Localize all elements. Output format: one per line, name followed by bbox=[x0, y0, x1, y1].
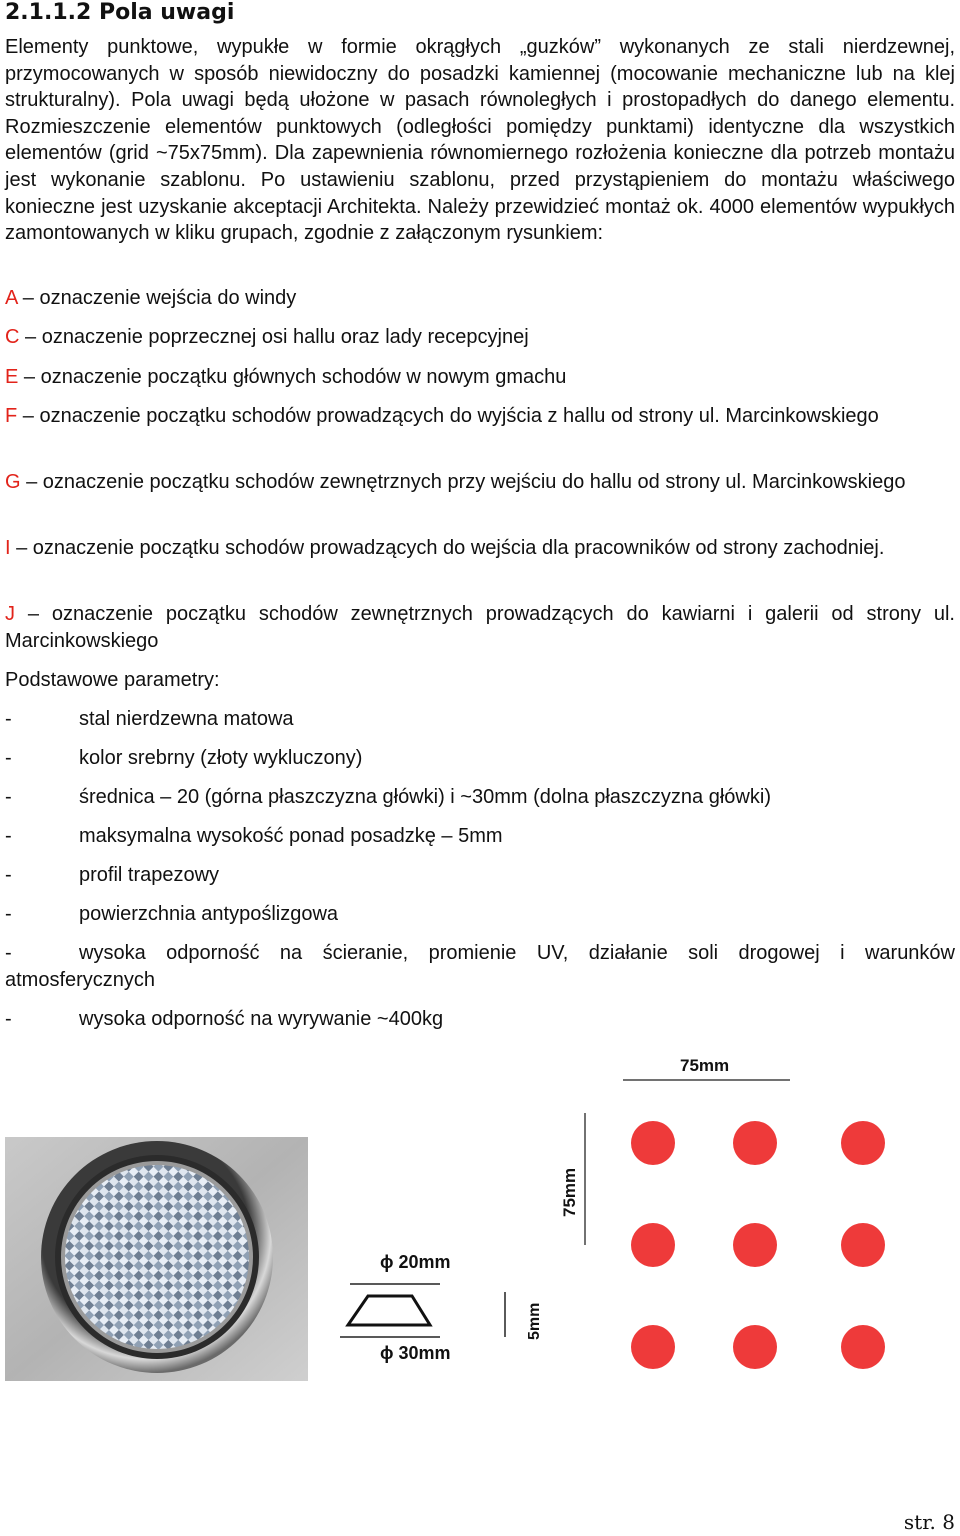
legend-item bbox=[5, 469, 955, 496]
param-item bbox=[5, 823, 955, 850]
section-heading: 2.1.1.2 Pola uwagi bbox=[5, 0, 235, 25]
page-number: str. 8 bbox=[903, 1510, 955, 1534]
param-dash: - bbox=[5, 708, 12, 730]
legend-item bbox=[5, 535, 955, 562]
height-label: 5mm bbox=[526, 1302, 543, 1340]
bottom-diameter-label: ϕ 30mm bbox=[380, 1343, 451, 1363]
legend-letter: A bbox=[5, 287, 18, 309]
param-text: profil trapezowy bbox=[79, 864, 220, 886]
param-dash: - bbox=[5, 942, 12, 964]
grid-dots bbox=[631, 1121, 885, 1369]
params-title: Podstawowe parametry: bbox=[5, 669, 220, 691]
legend-item bbox=[5, 285, 955, 312]
legend-text: – oznaczenie początku schodów zewnętrznych prowadzących do kawiarni i galerii od strony ul. Marcinkowskiego bbox=[5, 603, 955, 652]
legend-text: – oznaczenie poprzecznej osi hallu oraz lady recepcyjnej bbox=[19, 326, 529, 348]
grid-dot bbox=[841, 1325, 885, 1369]
grid-dot bbox=[841, 1121, 885, 1165]
legend-letter: F bbox=[5, 405, 18, 427]
grid-dot bbox=[841, 1223, 885, 1267]
grid-dot bbox=[631, 1325, 675, 1369]
legend-item bbox=[5, 601, 955, 654]
param-dash: - bbox=[5, 1008, 12, 1030]
legend-letter: G bbox=[5, 471, 21, 493]
param-item bbox=[5, 940, 955, 993]
legend-item bbox=[5, 403, 955, 430]
grid-dot bbox=[631, 1223, 675, 1267]
stud-photo bbox=[5, 1137, 308, 1381]
param-item bbox=[5, 745, 955, 772]
top-diameter-label: ϕ 20mm bbox=[380, 1252, 451, 1272]
stud-profile-drawing bbox=[330, 1232, 560, 1382]
param-dash: - bbox=[5, 903, 12, 925]
param-text: wysoka odporność na ścieranie, promienie UV, działanie soli drogowej i warunków atmosferycznych bbox=[5, 942, 955, 991]
param-item bbox=[5, 1006, 955, 1033]
grid-dot bbox=[631, 1121, 675, 1165]
intro-paragraph: Elementy punktowe, wypukłe w formie okrągłych „guzków” wykonanych ze stali nierdzewnej, przymocowanych w sposób niewidoczny do posadzki kamiennej (mocowanie mechaniczne lub na klej strukturalny). Pola uwagi będą ułożone w pasach równoległych i prostopadłych do danego elementu. Rozmieszczenie elementów punktowych (odległości pomiędzy punktami) identyczne dla wszystkich elementów (grid ~75x75mm). Dla zapewnienia równomiernego rozłożenia konieczne dla potrzeb montażu jest wykonanie szablonu. Po ustawieniu szablonu, przed przystąpieniem do montażu właściwego konieczne jest uzyskanie akceptacji Architekta. Należy przewidzieć montaż ok. 4000 elementów wypukłych zamontowanych w kliku grupach, zgodnie z załączonym rysunkiem: bbox=[5, 36, 955, 245]
param-item bbox=[5, 901, 955, 928]
legend-text: – oznaczenie początku schodów prowadzących do wyjścia z hallu od strony ul. Marcinkowskiego bbox=[17, 405, 879, 427]
param-text: kolor srebrny (złoty wykluczony) bbox=[79, 747, 363, 769]
legend-text: – oznaczenie początku schodów prowadzących do wejścia dla pracowników od strony zachodniej. bbox=[10, 537, 885, 559]
param-text: średnica – 20 (górna płaszczyzna główki) i ~30mm (dolna płaszczyzna główki) bbox=[79, 786, 771, 808]
param-item bbox=[5, 706, 955, 733]
param-dash: - bbox=[5, 747, 12, 769]
grid-v-label: 75mm bbox=[560, 1167, 579, 1217]
legend-text: – oznaczenie początku schodów zewnętrznych przy wejściu do hallu od strony ul. Marcinkowskiego bbox=[20, 471, 906, 493]
legend-letter: C bbox=[5, 326, 20, 348]
param-item bbox=[5, 862, 955, 889]
param-dash: - bbox=[5, 825, 12, 847]
param-item bbox=[5, 784, 955, 811]
param-text: powierzchnia antypoślizgowa bbox=[79, 903, 339, 925]
grid-dot bbox=[733, 1223, 777, 1267]
param-text: stal nierdzewna matowa bbox=[79, 708, 294, 730]
grid-dot bbox=[733, 1121, 777, 1165]
grid-dot bbox=[733, 1325, 777, 1369]
param-dash: - bbox=[5, 786, 12, 808]
param-dash: - bbox=[5, 864, 12, 886]
legend-item bbox=[5, 324, 955, 351]
legend-letter: E bbox=[5, 366, 19, 388]
legend-letter: J bbox=[5, 603, 15, 625]
param-text: maksymalna wysokość ponad posadzkę – 5mm bbox=[79, 825, 503, 847]
grid-h-label: 75mm bbox=[680, 1056, 730, 1075]
param-text: wysoka odporność na wyrywanie ~400kg bbox=[79, 1008, 444, 1030]
legend-letter: I bbox=[5, 537, 11, 559]
legend-item bbox=[5, 364, 955, 391]
stud-grid-drawing bbox=[545, 1045, 945, 1395]
legend-text: – oznaczenie wejścia do windy bbox=[17, 287, 297, 309]
legend-text: – oznaczenie początku głównych schodów w nowym gmachu bbox=[18, 366, 567, 388]
